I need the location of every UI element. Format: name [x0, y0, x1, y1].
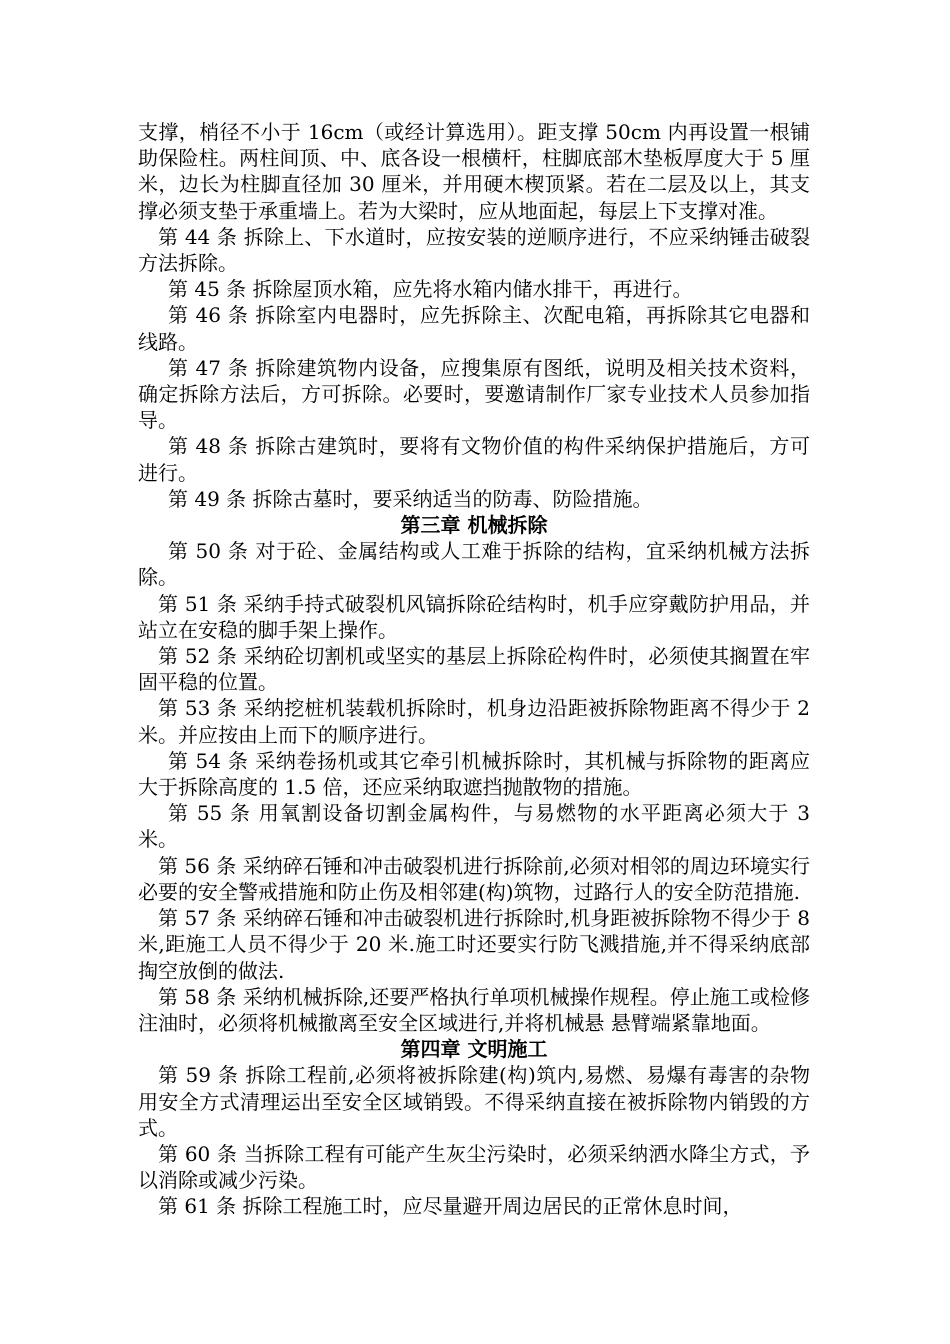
article-51: 第 51 条 采纳手持式破裂机风镐拆除砼结构时，机手应穿戴防护用品，并站立在安稳的脚手架上操作。: [138, 591, 810, 642]
article-44: 第 44 条 拆除上、下水道时，应按安装的逆顺序进行，不应采纳锤击破裂方法拆除。: [138, 224, 810, 276]
article-61: 第 61 条 拆除工程施工时，应尽量避开周边居民的正常休息时间，: [158, 1194, 743, 1219]
article-57: 第 57 条 采纳碎石锤和冲击破裂机进行拆除时,机身距被拆除物不得少于 8 米,距施工人员不得少于 20 米.施工时还要实行防飞溅措施,并不得采纳底部掏空放倒的做法.: [138, 906, 817, 983]
document-page: [138, 119, 817, 1220]
article-54: 第 54 条 采纳卷扬机或其它牵引机械拆除时，其机械与拆除物的距离应大于拆除高度的 1.5 倍，还应采纳取遮挡抛散物的措施。: [138, 748, 810, 800]
article-60: 第 60 条 当拆除工程有可能产生灰尘污染时，必须采纳洒水降尘方式，予以消除或减少污染。: [138, 1141, 810, 1193]
chapter-4-heading: 第四章 文明施工: [400, 1037, 548, 1062]
article-53: 第 53 条 采纳挖桩机装载机拆除时，机身边沿距被拆除物距离不得少于 2 米。并应按由上而下的顺序进行。: [138, 696, 817, 747]
article-59: 第 59 条 拆除工程前,必须将被拆除建(构)筑内,易燃、易爆有毒害的杂物用安全方式清理运出至安全区域销毁。不得采纳直接在被拆除物内销毁的方式。: [138, 1063, 810, 1140]
article-55: 第 55 条 用氧割设备切割金属构件，与易燃物的水平距离必须大于 3 米。: [138, 801, 817, 852]
article-46: 第 46 条 拆除室内电器时，应先拆除主、次配电箱，再拆除其它电器和线路。: [138, 303, 810, 354]
article-50: 第 50 条 对于砼、金属结构或人工难于拆除的结构，宜采纳机械方法拆除。: [138, 539, 810, 590]
article-49: 第 49 条 拆除古墓时，要采纳适当的防毒、防险措施。: [168, 486, 653, 511]
article-47: 第 47 条 拆除建筑物内设备，应搜集原有图纸，说明及相关技术资料，确定拆除方法后，方可拆除。必要时，要邀请制作厂家专业技术人员参加指导。: [138, 355, 810, 433]
article-48: 第 48 条 拆除古建筑时，要将有文物价值的构件采纳保护措施后，方可进行。: [138, 434, 810, 485]
article-58: 第 58 条 采纳机械拆除,还要严格执行单项机械操作规程。停止施工或检修注油时，必须将机械撤离至安全区域进行,并将机械悬 悬臂端紧靠地面。: [138, 984, 810, 1035]
chapter-3-heading: 第三章 机械拆除: [400, 513, 548, 538]
article-45: 第 45 条 拆除屋顶水箱，应先将水箱内储水排干，再进行。: [168, 277, 693, 302]
article-56: 第 56 条 采纳碎石锤和冲击破裂机进行拆除前,必须对相邻的周边环境实行必要的安全警戒措施和防止伤及相邻建(构)筑物，过路行人的安全防范措施.: [138, 853, 810, 904]
paragraph-support: 支撑，梢径不小于 16cm（或经计算选用）。距支撑 50cm 内再设置一根铺助保险柱。两柱间顶、中、底各设一根横杆，柱脚底部木垫板厚度大于 5 厘米，边长为柱脚直径加 30 厘米，并用硬木楔顶紧。若在二层及以上，其支撑必须支垫于承重墙上。若为大梁时，应从地面起，每层上下支撑对准。: [138, 120, 810, 223]
article-52: 第 52 条 采纳砼切割机或坚实的基层上拆除砼构件时，必须使其搁置在牢固平稳的位置。: [138, 644, 810, 695]
